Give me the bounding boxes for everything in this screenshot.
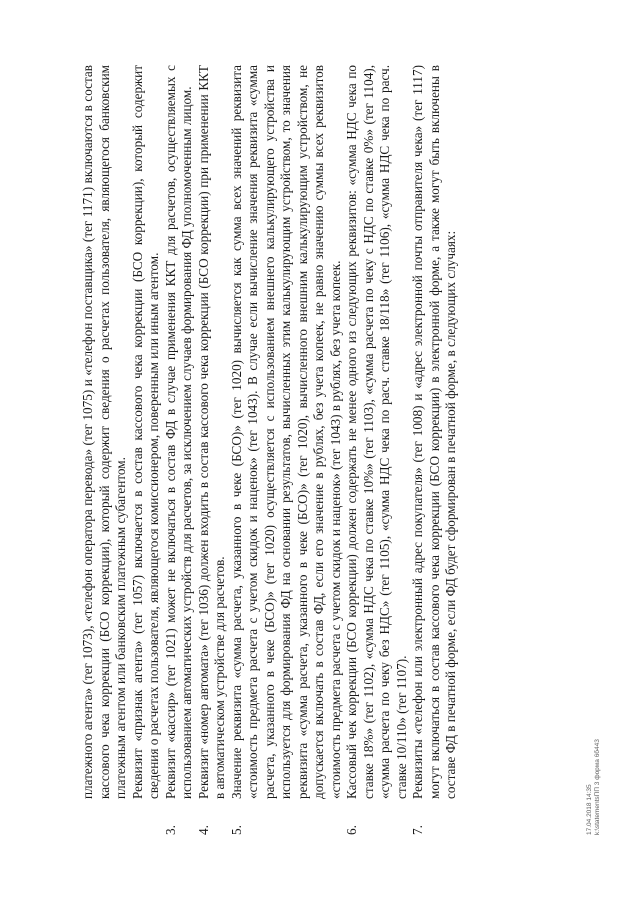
paragraph-number: 4. [195,825,211,835]
file-stamp-path: k:\statementsПП 3 форма 6б443 [594,739,601,835]
paragraph-4 [196,65,229,835]
paragraph-5 [229,65,345,835]
paragraph-3 [163,65,196,835]
document-body [80,65,460,835]
paragraph-text: Кассовый чек коррекции (БСО коррекции) должен содержать не менее одного из следующих реквизитов: «сумма НДС чека по ставке 18%» (тег 1102), «сумма НДС чека по ставке 10%» (тег 1103), «сумма расчета по чеку с НДС по ставке 0%» (тег 1104), «сумма расчета по чеку без НДС» (тег 1105), «сумма НДС чека по расч. ставке 18/118» (тег 1106), «сумма НДС чека по расч. ставке 10/110» (тег 1107). [344,65,409,799]
paragraph-text: Реквизит «номер автомата» (тег 1036) должен входить в состав кассового чека коррекции (БСО коррекции) при применении ККТ в автоматическом устройстве для расчетов. [195,65,227,799]
paragraph-number: 6. [344,825,359,835]
file-stamp-date: 17.04.2018 14:35 [586,784,593,835]
paragraph-6 [344,65,410,835]
file-stamp-note [586,739,602,835]
paragraph-2 [130,65,163,835]
paragraph-number: 5. [228,825,244,835]
paragraph-text: Реквизит «признак агента» (тег 1057) включается в состав кассового чека коррекции (БСО коррекции), который содержит сведения о расчетах пользователя, являющегося комиссионером, поверенным или иным агентом. [129,65,161,799]
paragraph-7 [410,65,460,835]
paragraph-number: 3. [162,825,178,835]
paragraph-number: 7. [410,825,425,835]
paragraph-text: Значение реквизита «сумма расчета, указанного в чеке (БСО)» (тег 1020) вычисляется как сумма всех значений реквизита «стоимость предмета расчета с учетом скидок и наценок» (тег 1043). В случае если вычисление значения реквизита «сумма расчета, указанного в чеке (БСО)» (тег 1020) осуществляется с использованием внешнего калькулирующего устройства и используется для формирования ФД на основании результатов, вычисленных этим калькулирующим устройством, то значения реквизита «сумма расчета, указанного в чеке (БСО)» (тег 1020), вычисленного внешним калькулирующим устройством, не допускается включать в состав ФД, если его значение в рублях, без учета копеек, не равно значению суммы всех реквизитов «стоимость предмета расчета с учетом скидок и наценок» (тег 1043) в рублях, без учета копеек. [228,65,343,799]
paragraph-text: Реквизит «кассир» (тег 1021) может не включаться в состав ФД в случае применения ККТ для расчетов, осуществляемых с использованием автоматических устройств для расчетов, за исключением случаев формирования ФД уполномоченным лицом. [162,65,194,799]
paragraph-text: платежного агента» (тег 1073), «телефон оператора перевода» (тег 1075) и «телефон поставщика» (тег 1171) включаются в состав кассового чека коррекции (БСО коррекции), который содержит сведения о расчетах пользователя, являющегося банковским платежным агентом или банковским платежным субагентом. [80,65,128,799]
paragraph-text: Реквизиты «телефон или электронный адрес покупателя» (тег 1008) и «адрес электронной почты отправителя чека» (тег 1117) могут включаться в состав кассового чека коррекции (БСО коррекции) в электронной форме, а также могут быть включены в составе ФД в печатной форме, если ФД будет сформирован в печатной форме, в следующих случаях: [410,65,458,799]
paragraph-1 [80,65,130,835]
